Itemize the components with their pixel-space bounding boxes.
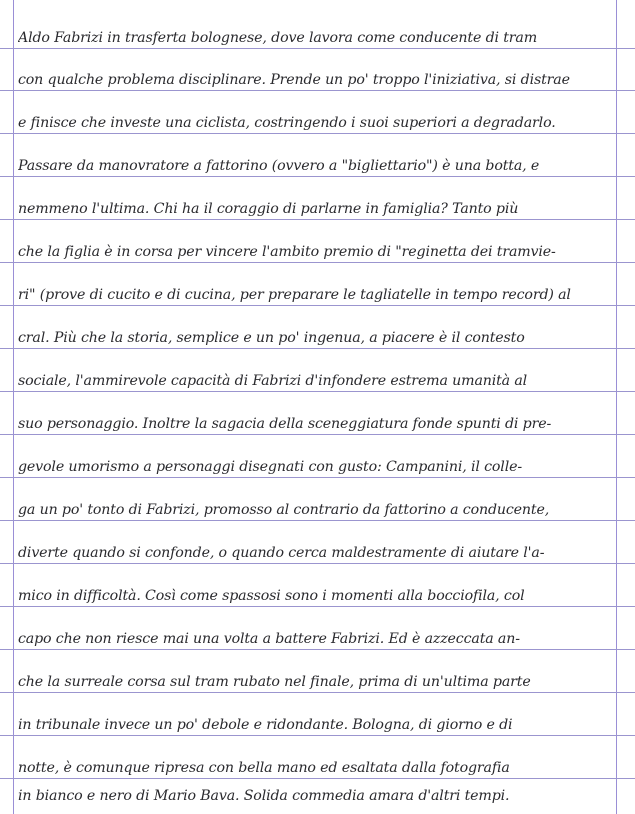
text-line: nemmeno l'ultima. Chi ha il coraggio di parlarne in famiglia? Tanto più <box>18 201 519 217</box>
text-line: con qualche problema disciplinare. Prende un po' troppo l'iniziativa, si distrae <box>18 72 570 88</box>
text-line: sociale, l'ammirevole capacità di Fabrizi d'infondere estrema umanità al <box>18 373 528 389</box>
text-line: in tribunale invece un po' debole e ridondante. Bologna, di giorno e di <box>18 717 513 733</box>
text-line: diverte quando si confonde, o quando cerca maldestramente di aiutare l'a- <box>18 545 545 561</box>
text-line: cral. Più che la storia, semplice e un po' ingenua, a piacere è il contesto <box>18 330 525 346</box>
text-line: ri" (prove di cucito e di cucina, per preparare le tagliatelle in tempo record) al <box>18 287 571 303</box>
text-line: ga un po' tonto di Fabrizi, promosso al contrario da fattorino a conducente, <box>18 502 550 518</box>
text-line: che la surreale corsa sul tram rubato nel finale, prima di un'ultima parte <box>18 674 531 690</box>
text-line: Aldo Fabrizi in trasferta bolognese, dove lavora come conducente di tram <box>18 30 538 46</box>
text-line: Passare da manovratore a fattorino (ovvero a "bigliettario") è una botta, e <box>18 158 540 174</box>
text-line: capo che non riesce mai una volta a battere Fabrizi. Ed è azzeccata an- <box>18 631 520 647</box>
text-line: gevole umorismo a personaggi disegnati con gusto: Campanini, il colle- <box>18 459 522 475</box>
text-line: e finisce che investe una ciclista, costringendo i suoi superiori a degradarlo. <box>18 115 556 131</box>
text-line: che la figlia è in corsa per vincere l'ambito premio di "reginetta dei tramvie- <box>18 244 556 260</box>
text-line: suo personaggio. Inoltre la sagacia della sceneggiatura fonde spunti di pre- <box>18 416 552 432</box>
text-line: in bianco e nero di Mario Bava. Solida commedia amara d'altri tempi. <box>18 788 510 804</box>
text-line: notte, è comunque ripresa con bella mano ed esaltata dalla fotografia <box>18 760 510 776</box>
text-line: mico in difficoltà. Così come spassosi sono i momenti alla bocciofila, col <box>18 588 525 604</box>
